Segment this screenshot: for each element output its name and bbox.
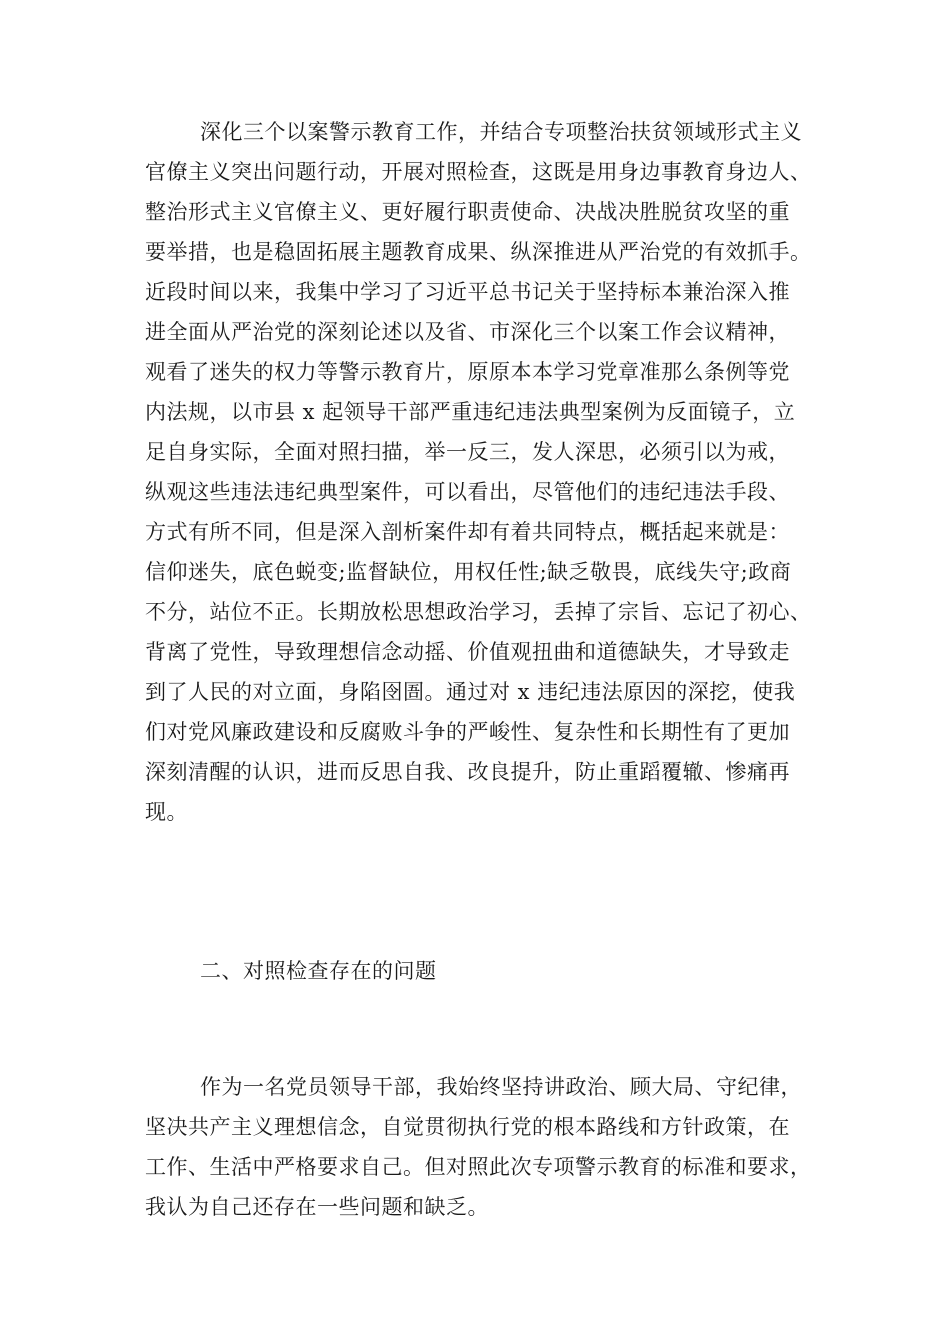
paragraph-1-line-2: 官僚主义突出问题行动，开展对照检查，这既是用身边事教育身边人、 [145, 160, 812, 184]
paragraph-1-line-3: 整治形式主义官僚主义、更好履行职责使命、决战决胜脱贫攻坚的重 [145, 200, 790, 224]
paragraph-1-line-11: 方式有所不同，但是深入剖析案件却有着共同特点，概括起来就是： [145, 520, 790, 544]
paragraph-1-line-7: 观看了迷失的权力等警示教育片，原原本本学习党章准那么条例等党 [145, 360, 790, 384]
paragraph-1-line-15: 到了人民的对立面，身陷囹圄。通过对 x 违纪违法原因的深挖，使我 [145, 680, 796, 704]
paragraph-1-line-4: 要举措，也是稳固拓展主题教育成果、纵深推进从严治党的有效抓手。 [145, 240, 812, 264]
paragraph-1-line-10: 纵观这些违法违纪典型案件，可以看出，尽管他们的违纪违法手段、 [145, 480, 790, 504]
paragraph-1-line-14: 背离了党性，导致理想信念动摇、价值观扭曲和道德缺失，才导致走 [145, 640, 790, 664]
paragraph-1-line-16: 们对党风廉政建设和反腐败斗争的严峻性、复杂性和长期性有了更加 [145, 720, 790, 744]
paragraph-2-line-1: 作为一名党员领导干部，我始终坚持讲政治、顾大局、守纪律， [200, 1075, 802, 1099]
paragraph-2-line-3: 工作、生活中严格要求自己。但对照此次专项警示教育的标准和要求， [145, 1155, 812, 1179]
paragraph-1-line-13: 不分，站位不正。长期放松思想政治学习，丢掉了宗旨、忘记了初心、 [145, 600, 812, 624]
paragraph-2-line-2: 坚决共产主义理想信念，自觉贯彻执行党的根本路线和方针政策，在 [145, 1115, 790, 1139]
section-heading: 二、对照检查存在的问题 [200, 959, 437, 983]
paragraph-1-line-1: 深化三个以案警示教育工作，并结合专项整治扶贫领域形式主义 [200, 120, 802, 144]
paragraph-1-line-5: 近段时间以来，我集中学习了习近平总书记关于坚持标本兼治深入推 [145, 280, 790, 304]
paragraph-1-line-18: 现。 [145, 800, 188, 824]
paragraph-1-line-9: 足自身实际，全面对照扫描，举一反三，发人深思，必须引以为戒， [145, 440, 790, 464]
paragraph-2-line-4: 我认为自己还存在一些问题和缺乏。 [145, 1195, 489, 1219]
paragraph-1-line-8: 内法规，以市县 x 起领导干部严重违纪违法典型案例为反面镜子，立 [145, 400, 796, 424]
paragraph-1-line-6: 进全面从严治党的深刻论述以及省、市深化三个以案工作会议精神， [145, 320, 790, 344]
paragraph-1-line-17: 深刻清醒的认识，进而反思自我、改良提升，防止重蹈覆辙、惨痛再 [145, 760, 790, 784]
paragraph-1-line-12: 信仰迷失，底色蜕变;监督缺位，用权任性;缺乏敬畏，底线失守;政商 [145, 560, 792, 584]
